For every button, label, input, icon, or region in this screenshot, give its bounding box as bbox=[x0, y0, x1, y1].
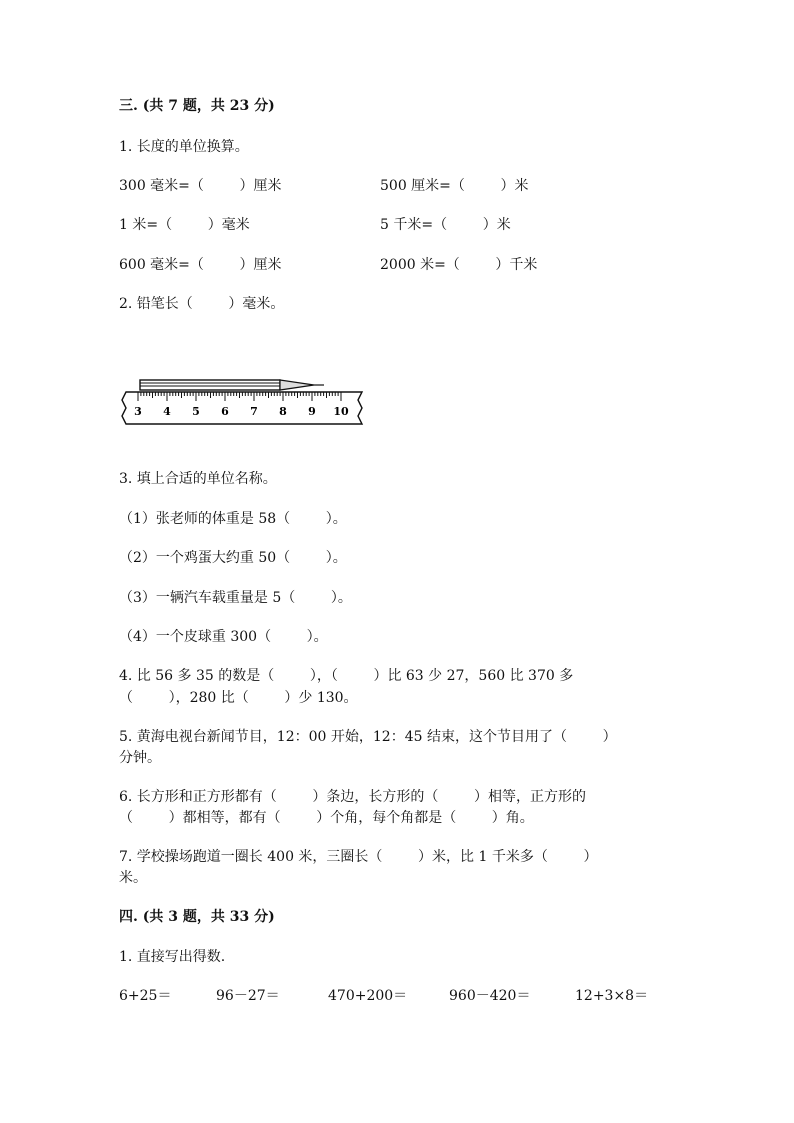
ruler bbox=[122, 392, 362, 424]
q3-item-2: （2）一个鸡蛋大约重 50（ ）。 bbox=[119, 550, 347, 566]
s4-q1-title: 1. 直接写出得数. bbox=[119, 949, 226, 965]
q3-item-4: （4）一个皮球重 300（ ）。 bbox=[119, 629, 328, 645]
q1-row1-left: 300 毫米=（ ）厘米 bbox=[119, 178, 282, 194]
q1-row3-right: 2000 米=（ ）千米 bbox=[380, 257, 538, 273]
q6-line-2: （ ）都相等，都有（ ）个角，每个角都是（ ）角。 bbox=[119, 810, 534, 826]
q4-line-1: 4. 比 56 多 35 的数是（ ），（ ）比 63 少 27，560 比 370 多 bbox=[119, 668, 574, 684]
ruler-tick-label: 8 bbox=[279, 405, 287, 418]
section-4-heading: 四. (共 3 题，共 33 分) bbox=[119, 909, 275, 925]
q1-row2-left: 1 米=（ ）毫米 bbox=[119, 217, 250, 233]
calc-problem-3: 470+200＝ bbox=[328, 988, 408, 1004]
ruler-tick-label: 10 bbox=[333, 405, 349, 418]
q7-line-1: 7. 学校操场跑道一圈长 400 米，三圈长（ ）米，比 1 千米多（ ） bbox=[119, 849, 598, 865]
calc-problem-5: 12+3×8＝ bbox=[575, 988, 649, 1004]
q5-line-2: 分钟。 bbox=[119, 750, 161, 766]
calc-problem-1: 6+25＝ bbox=[119, 988, 172, 1004]
q2-title: 2. 铅笔长（ ）毫米。 bbox=[119, 296, 285, 312]
q7-line-2: 米。 bbox=[119, 870, 147, 886]
ruler-tick-label: 7 bbox=[250, 405, 258, 418]
q1-row1-right: 500 厘米=（ ）米 bbox=[380, 178, 529, 194]
ruler-tick-label: 3 bbox=[134, 405, 142, 418]
q1-row3-left: 600 毫米=（ ）厘米 bbox=[119, 257, 282, 273]
calc-problem-2: 96－27＝ bbox=[216, 988, 280, 1004]
pencil-ruler-figure bbox=[118, 374, 368, 430]
section-3-heading: 三. (共 7 题，共 23 分) bbox=[119, 98, 275, 114]
q3-item-1: （1）张老师的体重是 58（ ）。 bbox=[119, 511, 347, 527]
q6-line-1: 6. 长方形和正方形都有（ ）条边，长方形的（ ）相等，正方形的 bbox=[119, 789, 587, 805]
ruler-tick-label: 6 bbox=[221, 405, 229, 418]
pencil-icon bbox=[140, 380, 324, 390]
ruler-tick-label: 5 bbox=[192, 405, 200, 418]
q1-title: 1. 长度的单位换算。 bbox=[119, 139, 249, 155]
q5-line-1: 5. 黄海电视台新闻节目，12：00 开始，12：45 结束，这个节目用了（ ） bbox=[119, 729, 617, 745]
q1-row2-right: 5 千米=（ ）米 bbox=[380, 217, 511, 233]
ruler-tick-label: 4 bbox=[163, 405, 171, 418]
q3-title: 3. 填上合适的单位名称。 bbox=[119, 471, 277, 487]
q4-line-2: （ ），280 比（ ）少 130。 bbox=[119, 690, 358, 706]
q3-item-3: （3）一辆汽车载重量是 5（ ）。 bbox=[119, 590, 352, 606]
ruler-tick-label: 9 bbox=[308, 405, 316, 418]
calc-problem-4: 960－420＝ bbox=[449, 988, 531, 1004]
